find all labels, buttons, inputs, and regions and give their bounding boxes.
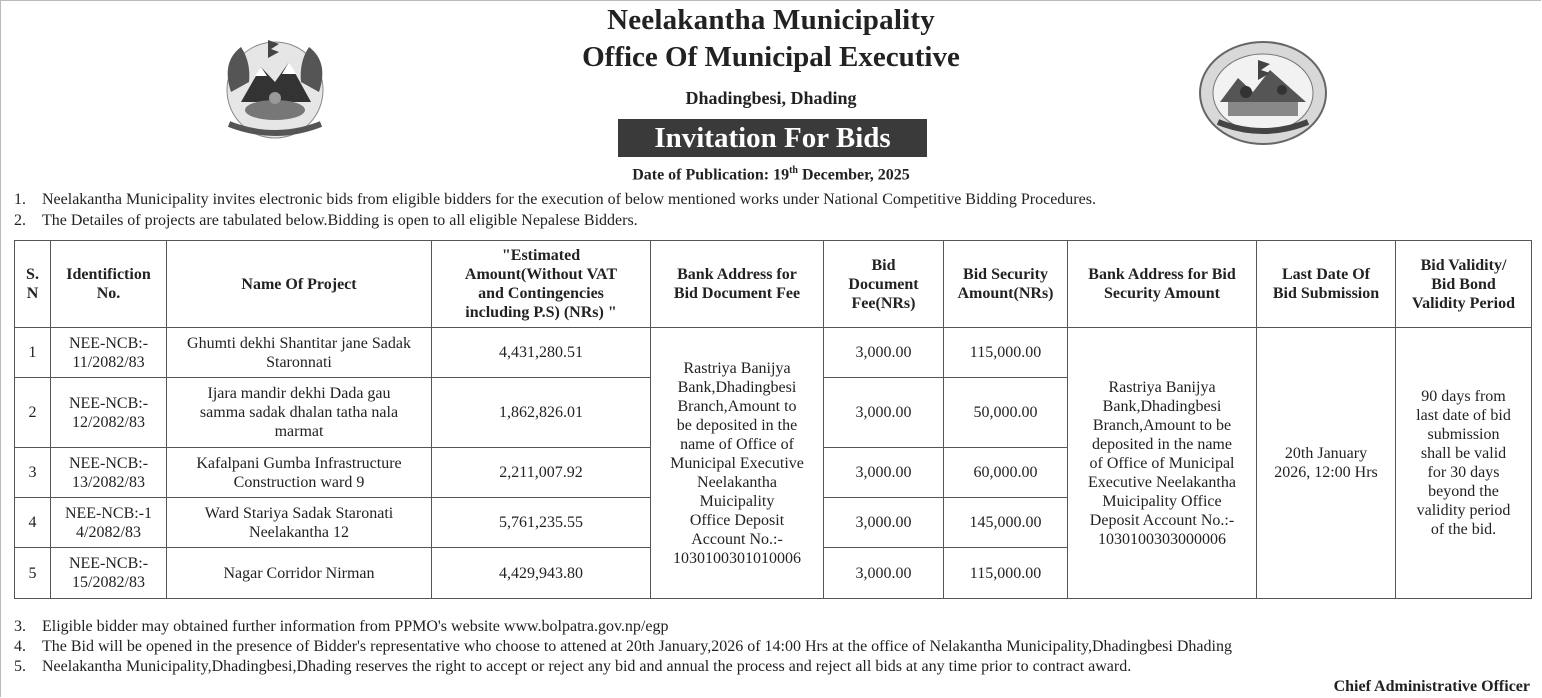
cell-security: 115,000.00: [944, 328, 1068, 378]
header-sn: S. N: [15, 241, 51, 328]
cell-last-date: 20th January 2026, 12:00 Hrs: [1257, 328, 1396, 599]
cell-security: 145,000.00: [944, 498, 1068, 548]
cell-security: 60,000.00: [944, 448, 1068, 498]
office-name: Office Of Municipal Executive: [582, 41, 960, 73]
header-estimate: "Estimated Amount(Without VAT and Contingencies including P.S) (NRs) ": [432, 241, 651, 328]
signature-title: Chief Administrative Officer: [1333, 678, 1530, 695]
header-bank-sec: Bank Address for Bid Security Amount: [1068, 241, 1257, 328]
cell-doc-fee: 3,000.00: [824, 328, 944, 378]
header-name: Name Of Project: [167, 241, 432, 328]
bids-table: [14, 240, 1532, 599]
cell-doc-fee: 3,000.00: [824, 448, 944, 498]
header-validity: Bid Validity/ Bid Bond Validity Period: [1396, 241, 1532, 328]
cell-sn: 5: [15, 548, 51, 599]
table-row: [15, 328, 1532, 378]
cell-id: NEE-NCB:- 13/2082/83: [51, 448, 167, 498]
intro-item-1: 1. Neelakantha Municipality invites electronic bids from eligible bidders for the execution of below mentioned works under National Competitive Bidding Procedures.: [14, 191, 1096, 208]
cell-id: NEE-NCB:- 12/2082/83: [51, 378, 167, 448]
cell-sn: 1: [15, 328, 51, 378]
cell-estimate: 2,211,007.92: [432, 448, 651, 498]
cell-id: NEE-NCB:- 15/2082/83: [51, 548, 167, 599]
cell-estimate: 4,431,280.51: [432, 328, 651, 378]
header-id: Identifiction No.: [51, 241, 167, 328]
invitation-banner: Invitation For Bids: [618, 119, 927, 157]
municipality-name: Neelakantha Municipality: [607, 4, 935, 36]
cell-doc-fee: 3,000.00: [824, 378, 944, 448]
cell-id: NEE-NCB:- 11/2082/83: [51, 328, 167, 378]
cell-doc-fee: 3,000.00: [824, 498, 944, 548]
location: Dhadingbesi, Dhading: [685, 88, 857, 108]
cell-name: Kafalpani Gumba Infrastructure Construction ward 9: [167, 448, 432, 498]
cell-doc-fee: 3,000.00: [824, 548, 944, 599]
cell-sn: 2: [15, 378, 51, 448]
cell-sn: 3: [15, 448, 51, 498]
header-bank-doc: Bank Address for Bid Document Fee: [651, 241, 824, 328]
note-item-4: 4. The Bid will be opened in the presence of Bidder's representative who choose to attened at 20th January,2026 of 14:00 Hrs at the office of Nelakantha Municipality,Dhadingbesi Dhading: [14, 638, 1232, 655]
cell-validity: 90 days from last date of bid submission shall be valid for 30 days beyond the validity period of the bid.: [1396, 328, 1532, 599]
cell-name: Ward Stariya Sadak Staronati Neelakantha 12: [167, 498, 432, 548]
header-last-date: Last Date Of Bid Submission: [1257, 241, 1396, 328]
cell-name: Nagar Corridor Nirman: [167, 548, 432, 599]
cell-name: Ghumti dekhi Shantitar jane Sadak Staronnati: [167, 328, 432, 378]
cell-security: 50,000.00: [944, 378, 1068, 448]
cell-estimate: 1,862,826.01: [432, 378, 651, 448]
cell-id: NEE-NCB:-1 4/2082/83: [51, 498, 167, 548]
header-security: Bid Security Amount(NRs): [944, 241, 1068, 328]
header-doc-fee: Bid Document Fee(NRs): [824, 241, 944, 328]
note-item-3: 3. Eligible bidder may obtained further information from PPMO's website www.bolpatra.gov.np/egp: [14, 618, 669, 635]
cell-name: Ijara mandir dekhi Dada gau samma sadak dhalan tatha nala marmat: [167, 378, 432, 448]
table-header-row: [15, 241, 1532, 328]
cell-estimate: 5,761,235.55: [432, 498, 651, 548]
cell-sn: 4: [15, 498, 51, 548]
note-item-5: 5. Neelakantha Municipality,Dhadingbesi,Dhading reserves the right to accept or reject any bid and annual the process and reject all bids at any time prior to contract award.: [14, 658, 1132, 675]
intro-item-2: 2. The Detailes of projects are tabulated below.Bidding is open to all eligible Nepalese Bidders.: [14, 212, 638, 229]
cell-bank-doc: Rastriya Banijya Bank,Dhadingbesi Branch,Amount to be deposited in the name of Office of Municipal Executive Neelakantha Muicipality Office Deposit Account No.:- 1030100301010006: [651, 328, 824, 599]
publication-date: Date of Publication: 19th December, 2025: [632, 165, 910, 184]
cell-bank-sec: Rastriya Banijya Bank,Dhadingbesi Branch,Amount to be deposited in the name of Office of Municipal Executive Neelakantha Muicipality Office Deposit Account No.:- 1030100303000006: [1068, 328, 1257, 599]
cell-estimate: 4,429,943.80: [432, 548, 651, 599]
cell-security: 115,000.00: [944, 548, 1068, 599]
